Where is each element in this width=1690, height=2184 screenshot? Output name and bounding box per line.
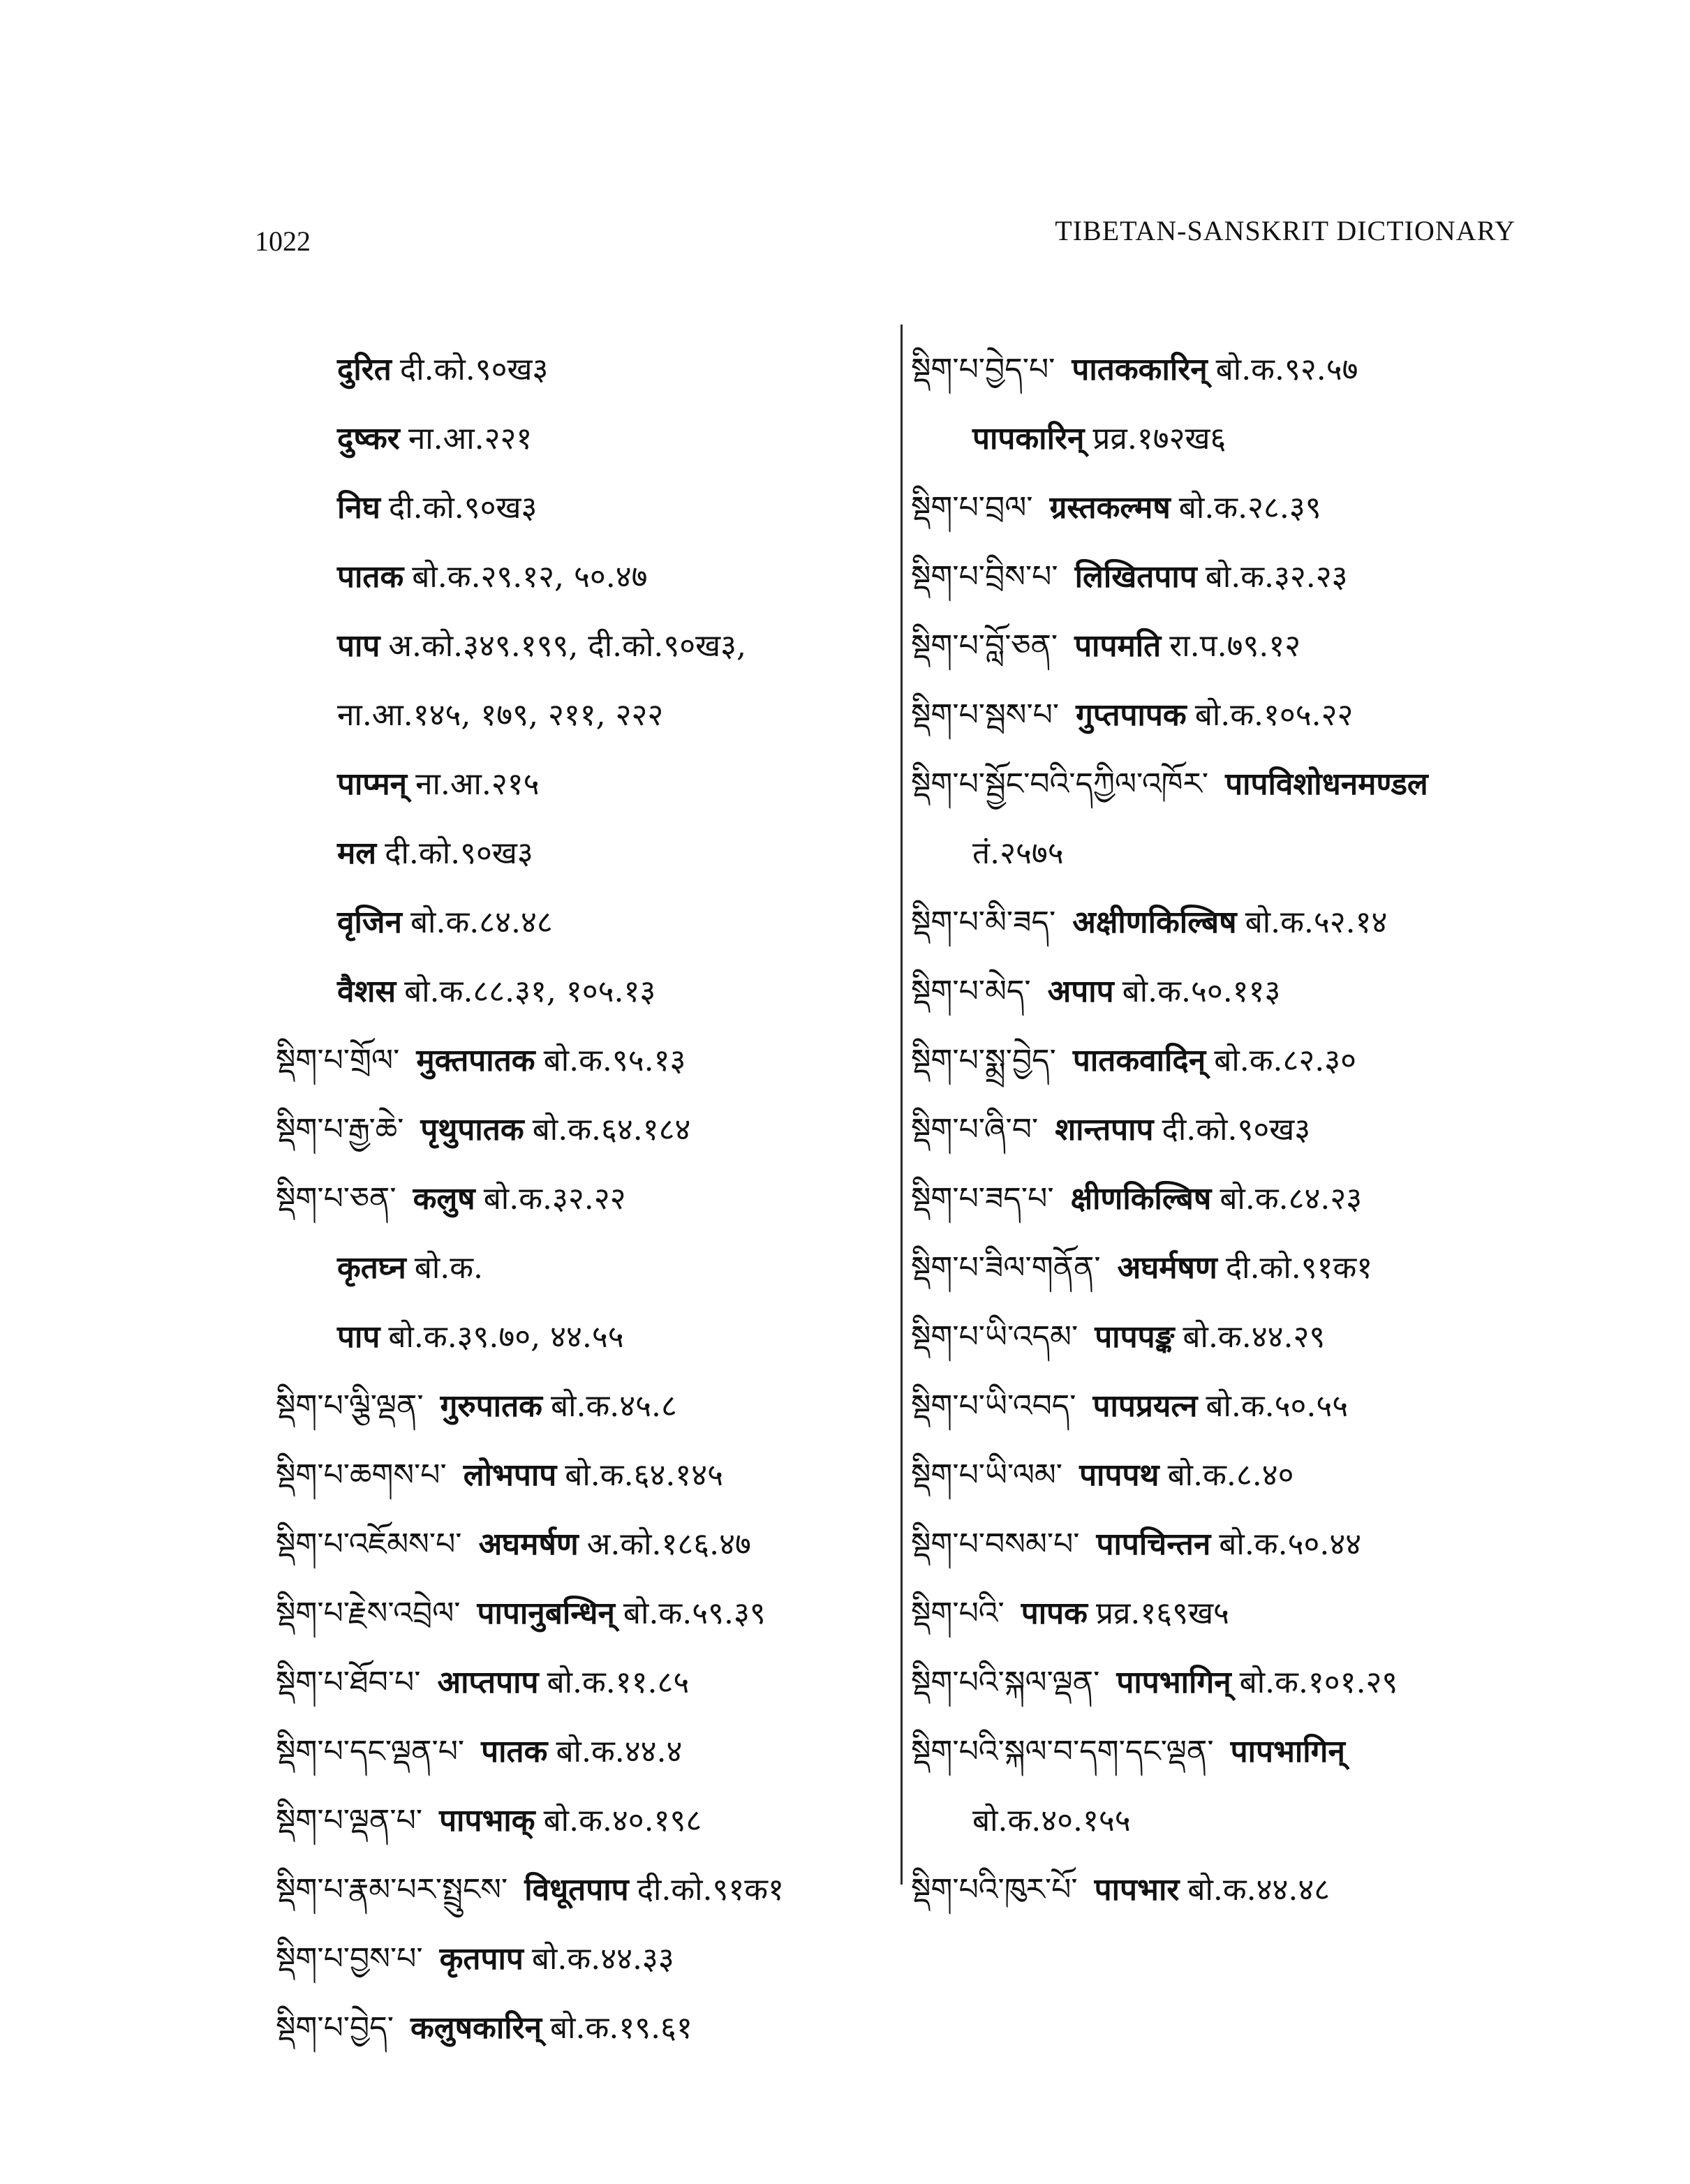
- dictionary-entry: [276, 1095, 883, 1164]
- dictionary-entry: [276, 1717, 883, 1786]
- sanskrit-equivalent: पापकारिन्: [972, 421, 1085, 456]
- sanskrit-equivalent: लोभपाप: [463, 1457, 557, 1493]
- dictionary-entry: [276, 1441, 883, 1510]
- source-reference: प्रव्र.१६९ख५: [1095, 1596, 1229, 1631]
- sanskrit-equivalent: कलुष: [413, 1181, 475, 1217]
- tibetan-headword: སྡིག་པ་རྣམ་པར་སྤྲུངས་: [276, 1872, 508, 1908]
- dictionary-entry: [911, 1855, 1539, 1924]
- sanskrit-equivalent: अघर्मषण: [1117, 1250, 1217, 1286]
- sanskrit-equivalent: विधूतपाप: [524, 1872, 629, 1908]
- source-reference: बो.क.१०५.२२: [1194, 697, 1354, 733]
- tibetan-headword: སྡིག་པ་ཡི་འདམ་: [911, 1319, 1079, 1355]
- tibetan-headword: སྡིག་པ་བྱེད་: [276, 2010, 394, 2046]
- sanskrit-equivalent: पापपङ्क: [1095, 1319, 1175, 1355]
- source-reference: बो.क.८८.३१, १०५.१३: [404, 974, 656, 1009]
- source-reference: बो.क.८४.४८: [410, 905, 553, 940]
- dictionary-entry: [911, 957, 1539, 1026]
- source-reference: रा.प.७९.१२: [1169, 628, 1301, 664]
- dictionary-entry: [911, 1302, 1539, 1372]
- dictionary-entry: [911, 611, 1539, 681]
- source-reference: बो.क.३२.२३: [1205, 559, 1348, 595]
- dictionary-entry: [276, 819, 883, 888]
- sanskrit-equivalent: पापभागिन्: [1230, 1734, 1345, 1769]
- sanskrit-equivalent: क्षीणकिल्बिष: [1070, 1181, 1212, 1217]
- source-reference: तं.२५७५: [972, 835, 1064, 871]
- tibetan-headword: སྡིག་པ་སྨྲ་བྱེད་: [911, 1043, 1056, 1078]
- sanskrit-equivalent: पापभाक्: [439, 1803, 535, 1838]
- dictionary-entry: [911, 542, 1539, 611]
- dictionary-entry: [276, 473, 883, 542]
- sanskrit-equivalent: वृजिन: [337, 905, 402, 940]
- dictionary-entry: [276, 404, 883, 473]
- source-reference: बो.क.११.८५: [547, 1665, 690, 1700]
- source-reference: दी.को.९०ख३: [385, 835, 533, 871]
- sanskrit-equivalent: वैशस: [337, 974, 396, 1009]
- dictionary-entry: [911, 1233, 1539, 1302]
- sanskrit-equivalent: पातक: [481, 1734, 548, 1769]
- sanskrit-equivalent: पापप्रयत्न: [1092, 1388, 1198, 1424]
- source-reference: बो.क.: [414, 1250, 484, 1286]
- tibetan-headword: སྡིག་པ་མེད་: [911, 974, 1031, 1009]
- dictionary-entry: [911, 335, 1539, 404]
- tibetan-headword: སྡིག་པ་རྒྱ་ཆེ་: [276, 1112, 404, 1147]
- tibetan-headword: སྡིག་པ་སྦྱོང་བའི་དཀྱིལ་འཁོར་: [911, 766, 1209, 802]
- tibetan-headword: སྡིག་པ་བསམ་པ་: [911, 1526, 1080, 1562]
- sanskrit-equivalent: अघमर्षण: [478, 1526, 579, 1562]
- dictionary-entry: [911, 888, 1539, 957]
- dictionary-entry: [911, 681, 1539, 750]
- sanskrit-equivalent: पातक: [337, 559, 404, 595]
- dictionary-entry: [911, 404, 1539, 473]
- tibetan-headword: སྡིག་པའི་ཁུར་པོ་: [911, 1872, 1078, 1908]
- dictionary-entry: [276, 1924, 883, 1993]
- source-reference: अ.को.३४९.१९९, दी.को.९०ख३,: [388, 628, 746, 664]
- dictionary-entry: [276, 1993, 883, 2063]
- sanskrit-equivalent: आप्तपाप: [437, 1665, 539, 1700]
- sanskrit-equivalent: पापानुबन्धिन्: [477, 1596, 615, 1631]
- tibetan-headword: སྡིག་པ་ཅན་: [276, 1181, 396, 1217]
- source-reference: ना.आ.२२१: [408, 421, 533, 456]
- source-reference: बो.क.४०.१५५: [972, 1803, 1131, 1838]
- dictionary-entry: [276, 1579, 883, 1648]
- tibetan-headword: སྡིག་པ་ཆགས་པ་: [276, 1457, 447, 1493]
- dictionary-entry: [276, 335, 883, 404]
- source-reference: बो.क.५९.३९: [623, 1596, 766, 1631]
- sanskrit-equivalent: दुष्कर: [337, 421, 400, 456]
- dictionary-entry: [276, 1026, 883, 1095]
- dictionary-entry: [911, 1786, 1539, 1855]
- sanskrit-equivalent: अपाप: [1047, 974, 1114, 1009]
- tibetan-headword: སྡིག་པ་རྗེས་འབྲེལ་: [276, 1596, 461, 1631]
- sanskrit-equivalent: दुरित: [337, 352, 392, 387]
- source-reference: बो.क.५०.५५: [1206, 1388, 1349, 1424]
- dictionary-entry: [276, 1164, 883, 1233]
- source-reference: बो.क.१०१.२९: [1239, 1665, 1398, 1700]
- source-reference: बो.क.४०.१९८: [543, 1803, 702, 1838]
- source-reference: दी.को.९०ख३: [399, 352, 549, 387]
- source-reference: दी.को.९०ख३: [1162, 1112, 1311, 1147]
- source-reference: बो.क.१९.६१: [550, 2010, 692, 2046]
- dictionary-entry: [276, 1302, 883, 1372]
- dictionary-entry: [911, 1372, 1539, 1441]
- dictionary-entry: [911, 1026, 1539, 1095]
- source-reference: बो.क.४४.४८: [1187, 1872, 1330, 1908]
- dictionary-entry: [911, 1095, 1539, 1164]
- source-reference: बो.क.२९.१२, ५०.४७: [412, 559, 648, 595]
- sanskrit-equivalent: पाप: [337, 1319, 380, 1355]
- dictionary-entry: [911, 473, 1539, 542]
- sanskrit-equivalent: पापपथ: [1079, 1457, 1159, 1493]
- sanskrit-equivalent: गुप्तपापक: [1076, 697, 1187, 733]
- source-reference: बो.क.३९.७०, ४४.५५: [388, 1319, 624, 1355]
- source-reference: बो.क.८२.३०: [1214, 1043, 1357, 1078]
- source-reference: बो.क.५०.११३: [1122, 974, 1281, 1009]
- sanskrit-equivalent: शान्तपाप: [1055, 1112, 1154, 1147]
- sanskrit-equivalent: मुक्तपातक: [416, 1043, 535, 1078]
- sanskrit-equivalent: कृतघ्न: [337, 1250, 406, 1286]
- source-reference: बो.क.५०.४४: [1219, 1526, 1362, 1562]
- tibetan-headword: སྡིག་པ་མི་ཟད་: [911, 905, 1056, 940]
- dictionary-entry: [276, 1233, 883, 1302]
- source-reference: दी.को.९१क१: [637, 1872, 784, 1908]
- tibetan-headword: སྡིག་པའི་སྐལ་ལྡན་: [911, 1665, 1100, 1700]
- tibetan-headword: སྡིག་པ་འཇོམས་པ་: [276, 1526, 462, 1562]
- tibetan-headword: སྡིག་པ་བློ་ཅན་: [911, 628, 1058, 664]
- source-reference: बो.क.२८.३९: [1178, 490, 1321, 526]
- source-reference: बो.क.५२.१४: [1245, 905, 1388, 940]
- source-reference: दी.को.९०ख३: [388, 490, 538, 526]
- sanskrit-equivalent: पाप्मन्: [337, 766, 408, 802]
- dictionary-entry: [276, 1855, 883, 1924]
- tibetan-headword: སྡིག་པ་བྲལ་: [911, 490, 1033, 526]
- page-number: 1022: [255, 225, 311, 257]
- dictionary-entry: [276, 681, 883, 750]
- dictionary-entry: [276, 1372, 883, 1441]
- source-reference: बो.क.४५.८: [550, 1388, 677, 1424]
- source-reference: बो.क.६४.१४५: [565, 1457, 723, 1493]
- dictionary-entry: [276, 888, 883, 957]
- sanskrit-equivalent: पातकवादिन्: [1072, 1043, 1206, 1078]
- dictionary-entry: [276, 750, 883, 819]
- dictionary-entry: [276, 1510, 883, 1579]
- source-reference: प्रव्र.१७२ख६: [1092, 421, 1226, 456]
- dictionary-entry: [276, 611, 883, 681]
- dictionary-entry: [276, 1786, 883, 1855]
- tibetan-headword: སྡིག་པ་ཞི་བ་: [911, 1112, 1039, 1147]
- tibetan-headword: སྡིག་པ་ཟད་པ་: [911, 1181, 1054, 1217]
- tibetan-headword: སྡིག་པ་བྱེད་པ་: [911, 352, 1055, 387]
- tibetan-headword: སྡིག་པ་དང་ལྡན་པ་: [276, 1734, 465, 1769]
- sanskrit-equivalent: पापभागिन्: [1116, 1665, 1231, 1700]
- source-reference: बो.क.८.४०: [1167, 1457, 1294, 1493]
- sanskrit-equivalent: निघ: [337, 490, 380, 526]
- tibetan-headword: སྡིག་པའི་སྐལ་བ་དག་དང་ལྡན་: [911, 1734, 1214, 1769]
- column-divider: [900, 325, 903, 1885]
- sanskrit-equivalent: कृतपाप: [439, 1941, 524, 1977]
- sanskrit-equivalent: पृथुपातक: [420, 1112, 524, 1147]
- dictionary-entry: [911, 1648, 1539, 1717]
- sanskrit-equivalent: पापविशोधनमण्डल: [1225, 766, 1428, 802]
- dictionary-entry: [911, 1717, 1539, 1786]
- sanskrit-equivalent: गुरुपातक: [440, 1388, 542, 1424]
- sanskrit-equivalent: पापचिन्तन: [1096, 1526, 1211, 1562]
- source-reference: बो.क.९५.१३: [543, 1043, 686, 1078]
- source-reference: दी.को.९१क१: [1225, 1250, 1373, 1286]
- dictionary-entry: [911, 1441, 1539, 1510]
- tibetan-headword: སྡིག་པ་སྦས་པ་: [911, 697, 1060, 733]
- tibetan-headword: སྡིག་པ་གྲོལ་: [276, 1043, 400, 1078]
- dictionary-entry: [276, 542, 883, 611]
- tibetan-headword: སྡིག་པ་ལྕི་ལྡན་: [276, 1388, 424, 1424]
- sanskrit-equivalent: पापमति: [1074, 628, 1162, 664]
- tibetan-headword: སྡིག་པ་ལྡན་པ་: [276, 1803, 423, 1838]
- tibetan-headword: སྡིག་པ་ཡི་ལམ་: [911, 1457, 1063, 1493]
- sanskrit-equivalent: पाप: [337, 628, 380, 664]
- sanskrit-equivalent: कलुषकारिन्: [410, 2010, 542, 2046]
- sanskrit-equivalent: अक्षीणकिल्बिष: [1072, 905, 1237, 940]
- source-reference: ना.आ.१४५, १७९, २११, २२२: [337, 697, 664, 733]
- source-reference: बो.क.३२.२२: [483, 1181, 626, 1217]
- source-reference: अ.को.१८६.४७: [586, 1526, 751, 1562]
- sanskrit-equivalent: पातककारिन्: [1072, 352, 1208, 387]
- sanskrit-equivalent: पापक: [1021, 1596, 1088, 1631]
- dictionary-entry: [911, 1510, 1539, 1579]
- dictionary-entry: [911, 1579, 1539, 1648]
- sanskrit-equivalent: लिखितपाप: [1074, 559, 1197, 595]
- tibetan-headword: སྡིག་པ་ཟིལ་གནོན་: [911, 1250, 1101, 1286]
- left-column: [276, 335, 883, 2063]
- tibetan-headword: སྡིག་པ་ཡི་འབད་: [911, 1388, 1076, 1424]
- right-column: [911, 335, 1539, 1924]
- running-head: TIBETAN-SANSKRIT DICTIONARY: [1055, 215, 1515, 246]
- tibetan-headword: སྡིག་པའི་: [911, 1596, 1005, 1631]
- sanskrit-equivalent: पापभार: [1094, 1872, 1180, 1908]
- dictionary-entry: [276, 1648, 883, 1717]
- tibetan-headword: སྡིག་པ་ཐོབ་པ་: [276, 1665, 421, 1700]
- dictionary-entry: [276, 957, 883, 1026]
- dictionary-entry: [911, 750, 1539, 819]
- dictionary-entry: [911, 1164, 1539, 1233]
- tibetan-headword: སྡིག་པ་བྱས་པ་: [276, 1941, 423, 1977]
- source-reference: बो.क.९२.५७: [1215, 352, 1358, 387]
- source-reference: बो.क.४४.२९: [1183, 1319, 1326, 1355]
- source-reference: बो.क.६४.१८४: [532, 1112, 691, 1147]
- sanskrit-equivalent: ग्रस्तकल्मष: [1049, 490, 1171, 526]
- source-reference: बो.क.४४.३३: [531, 1941, 674, 1977]
- source-reference: ना.आ.२१५: [415, 766, 540, 802]
- source-reference: बो.क.४४.४: [556, 1734, 683, 1769]
- dictionary-entry: [911, 819, 1539, 888]
- tibetan-headword: སྡིག་པ་བྲིས་པ་: [911, 559, 1058, 595]
- sanskrit-equivalent: मल: [337, 835, 377, 871]
- source-reference: बो.क.८४.२३: [1220, 1181, 1363, 1217]
